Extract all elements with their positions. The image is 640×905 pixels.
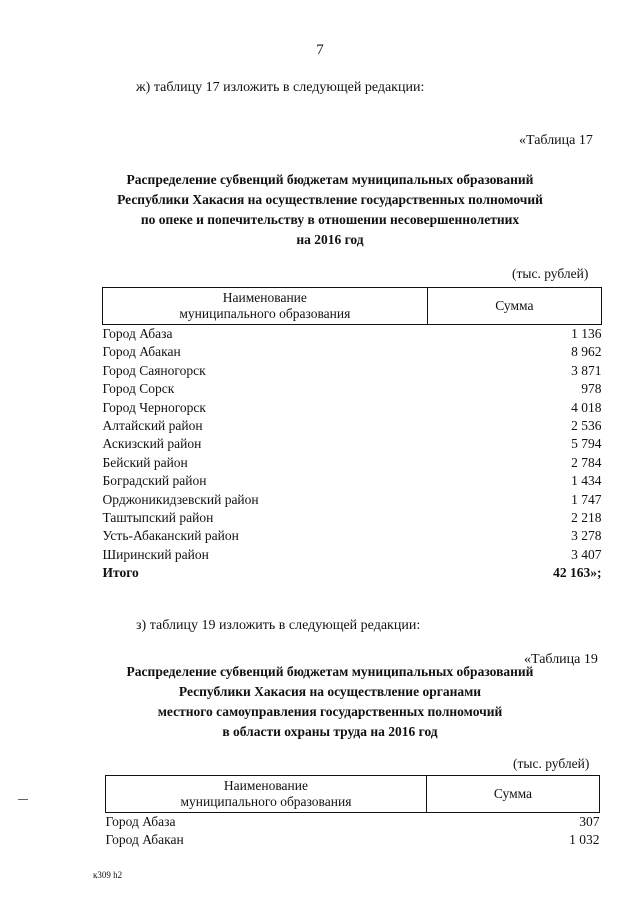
row-name: Город Абаза — [105, 814, 176, 830]
table-row — [106, 813, 600, 832]
row-value: 3 278 — [571, 528, 602, 544]
table-row — [103, 343, 602, 361]
heading-line: Распределение субвенций бюджетам муниципальных образований — [126, 664, 534, 679]
table-row — [103, 491, 602, 509]
table-19-reference: «Таблица 19 — [524, 652, 598, 667]
margin-mark — [18, 799, 28, 800]
row-value: 1 747 — [571, 491, 602, 507]
table-header-row — [103, 288, 602, 325]
heading-line: Республики Хакасия на осуществление органами — [178, 684, 482, 699]
row-name: Город Абакан — [102, 344, 181, 360]
footer-code: к309 h2 — [93, 870, 123, 880]
heading-line: на 2016 год — [296, 232, 364, 247]
column-header-name — [103, 288, 428, 325]
column-header-sum: Сумма — [426, 776, 599, 813]
row-name: Ширинский район — [102, 546, 209, 562]
table-row — [103, 399, 602, 417]
total-value: 42 163»; — [553, 565, 602, 581]
column-header-name-line1: Наименование — [223, 778, 308, 793]
row-name: Город Абаза — [102, 326, 173, 342]
row-value: 5 794 — [571, 436, 602, 452]
table-row — [103, 472, 602, 490]
table-total-row — [103, 564, 602, 582]
table-row — [103, 362, 602, 380]
row-name: Таштыпский район — [102, 509, 214, 525]
row-name: Город Саяногорск — [102, 362, 206, 378]
total-label: Итого — [102, 565, 139, 581]
table-header-row — [106, 776, 600, 813]
table-row — [103, 435, 602, 453]
column-header-name-line2: муниципального образования — [179, 306, 351, 321]
row-value: 4 018 — [571, 399, 602, 415]
table-row — [103, 527, 602, 545]
table-row — [103, 546, 602, 564]
table-19-heading — [90, 662, 570, 742]
table-row — [106, 831, 600, 849]
table-17-reference: «Таблица 17 — [519, 133, 593, 148]
row-value: 1 032 — [569, 832, 600, 848]
table-17 — [102, 287, 602, 582]
heading-line: Распределение субвенций бюджетам муниципальных образований — [126, 172, 534, 187]
table-row — [103, 417, 602, 435]
table-row — [103, 454, 602, 472]
row-name: Алтайский район — [102, 418, 203, 433]
row-name: Город Черногорск — [102, 399, 206, 415]
table-row — [103, 509, 602, 527]
table-row — [103, 380, 602, 398]
table-19-units: (тыс. рублей) — [513, 756, 590, 771]
column-header-name — [106, 776, 427, 813]
row-value: 307 — [579, 814, 600, 830]
row-name: Усть-Абаканский район — [102, 528, 239, 544]
row-value: 3 407 — [571, 546, 602, 562]
instruction-table-17: ж) таблицу 17 изложить в следующей редакции: — [136, 80, 425, 95]
row-name: Бейский район — [102, 454, 188, 470]
table-row — [103, 325, 602, 344]
row-name: Город Абакан — [105, 832, 184, 848]
row-value: 1 434 — [571, 473, 602, 489]
heading-line: местного самоуправления государственных полномочий — [157, 704, 503, 719]
table-19 — [105, 775, 600, 850]
row-value: 1 136 — [571, 326, 602, 342]
column-header-sum: Сумма — [427, 288, 601, 325]
column-header-name-line1: Наименование — [222, 290, 307, 305]
heading-line: по опеке и попечительству в отношении несовершеннолетних — [140, 212, 520, 227]
row-value: 2 218 — [571, 509, 602, 525]
row-name: Боградский район — [102, 473, 207, 489]
table-17-heading — [90, 170, 570, 250]
page-number: 7 — [316, 42, 324, 58]
instruction-table-19: з) таблицу 19 изложить в следующей редакции: — [136, 618, 421, 633]
heading-line: в области охраны труда на 2016 год — [222, 724, 438, 739]
row-name: Город Сорск — [102, 381, 175, 397]
row-value: 2 536 — [571, 418, 602, 433]
row-name: Орджоникидзевский район — [102, 491, 259, 507]
row-name: Аскизский район — [102, 436, 202, 452]
row-value: 8 962 — [571, 344, 602, 360]
column-header-name-line2: муниципального образования — [180, 794, 352, 809]
row-value: 2 784 — [571, 454, 602, 470]
table-17-units: (тыс. рублей) — [512, 266, 589, 281]
row-value: 978 — [581, 381, 602, 397]
row-value: 3 871 — [571, 362, 602, 378]
heading-line: Республики Хакасия на осуществление государственных полномочий — [117, 192, 543, 207]
